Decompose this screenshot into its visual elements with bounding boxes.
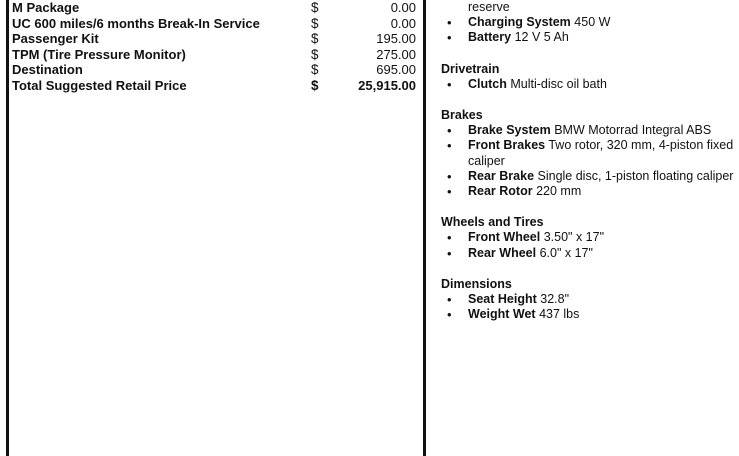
price-label: UC 600 miles/6 months Break-In Service xyxy=(12,15,260,31)
spec-item xyxy=(441,230,737,245)
spec-term: Brake System xyxy=(468,123,551,138)
spec-value: 437 lbs xyxy=(539,307,580,322)
spec-item xyxy=(441,184,737,199)
spec-value: BMW Motorrad Integral ABS xyxy=(554,123,712,138)
currency-symbol: $ xyxy=(311,15,319,31)
price-amount: 695.00 xyxy=(376,62,416,78)
spec-item xyxy=(441,15,737,30)
spec-column xyxy=(441,0,737,322)
left-border xyxy=(6,0,9,456)
total-label: Total Suggested Retail Price xyxy=(12,77,187,93)
price-row xyxy=(12,62,420,78)
price-row xyxy=(12,16,420,32)
spec-term: Battery xyxy=(468,30,512,45)
spec-value: Two rotor, 320 mm, 4-piston fixed caliper xyxy=(468,138,734,168)
price-label: Destination xyxy=(12,62,83,78)
spec-term: Seat Height xyxy=(468,292,537,307)
spec-term: Rear Brake xyxy=(468,168,535,183)
price-amount: 0.00 xyxy=(390,15,416,31)
price-row xyxy=(12,47,420,63)
spec-continuation: reserve xyxy=(468,0,510,14)
electrical-list xyxy=(441,0,737,46)
dimensions-list xyxy=(441,292,737,322)
total-price-row xyxy=(12,78,420,94)
spec-term: Weight Wet xyxy=(468,307,536,322)
section-heading-wheels: Wheels and Tires xyxy=(441,215,544,230)
spec-value: 3.50" x 17" xyxy=(543,230,605,245)
spec-value: 32.8" xyxy=(540,292,570,307)
spec-term: Front Wheel xyxy=(468,230,541,245)
currency-symbol: $ xyxy=(311,0,319,15)
spec-item xyxy=(441,30,737,45)
spec-item xyxy=(441,307,737,322)
spec-term: Front Brakes xyxy=(468,138,546,153)
spec-term: Rear Wheel xyxy=(468,245,537,260)
spec-value: 6.0" x 17" xyxy=(539,245,593,260)
price-row xyxy=(12,0,420,16)
spec-item xyxy=(441,138,737,168)
currency-symbol: $ xyxy=(311,31,319,47)
price-label: Passenger Kit xyxy=(12,31,99,47)
section-heading-brakes: Brakes xyxy=(441,108,483,123)
price-label: TPM (Tire Pressure Monitor) xyxy=(12,46,186,62)
total-amount: 25,915.00 xyxy=(358,77,416,93)
spec-item xyxy=(441,169,737,184)
spec-value: 450 W xyxy=(574,15,611,30)
spec-value: Multi-disc oil bath xyxy=(510,76,607,91)
drivetrain-list xyxy=(441,77,737,92)
spec-item xyxy=(441,77,737,92)
spec-item xyxy=(441,246,737,261)
price-label: M Package xyxy=(12,0,80,15)
brakes-list xyxy=(441,123,737,199)
wheels-list xyxy=(441,230,737,260)
section-heading-drivetrain: Drivetrain xyxy=(441,61,500,76)
spec-value: Single disc, 1-piston floating caliper xyxy=(537,168,734,183)
spec-item xyxy=(441,123,737,138)
spec-term: Clutch xyxy=(468,76,507,91)
price-amount: 275.00 xyxy=(376,46,416,62)
currency-symbol: $ xyxy=(311,77,319,93)
price-amount: 195.00 xyxy=(376,31,416,47)
price-row xyxy=(12,31,420,47)
spec-term: Rear Rotor xyxy=(468,184,533,199)
section-heading-dimensions: Dimensions xyxy=(441,276,512,291)
currency-symbol: $ xyxy=(311,62,319,78)
price-table xyxy=(12,0,420,94)
spec-value: 220 mm xyxy=(536,184,582,199)
column-divider xyxy=(423,0,426,456)
spec-term: Charging System xyxy=(468,15,571,30)
currency-symbol: $ xyxy=(311,46,319,62)
spec-value: 12 V 5 Ah xyxy=(514,30,569,45)
spec-item xyxy=(441,292,737,307)
price-amount: 0.00 xyxy=(390,0,416,15)
